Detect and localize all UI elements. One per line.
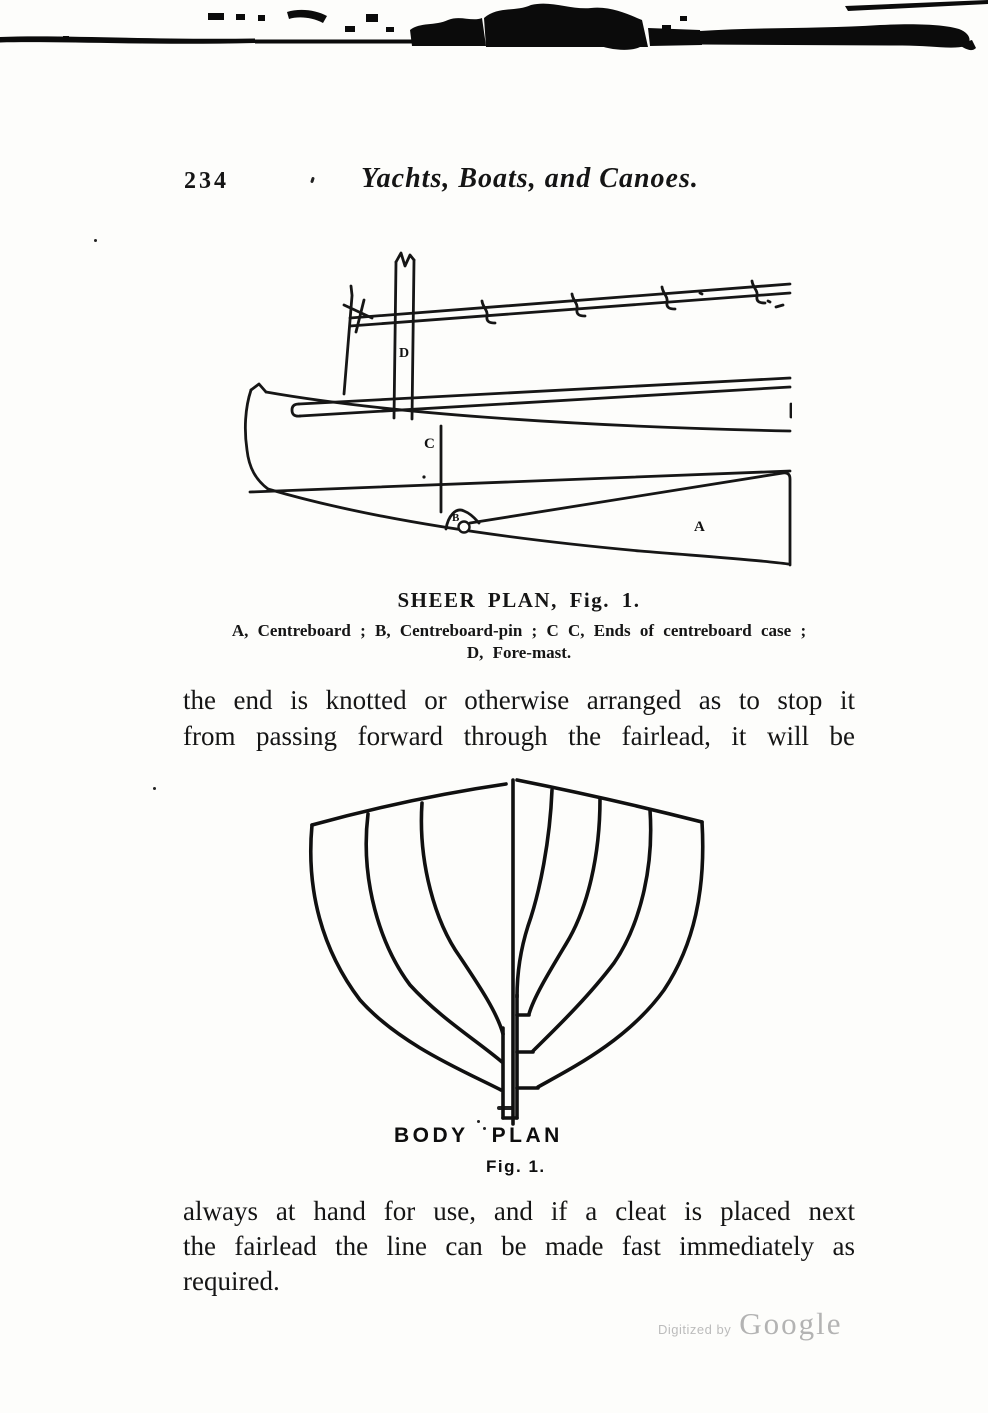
body-plan-caption: BODY PLAN: [394, 1124, 563, 1147]
google-logo: Google: [739, 1306, 843, 1341]
label-centreboard: A: [694, 519, 705, 535]
paragraph-2-line-3: required.: [183, 1266, 280, 1296]
body-plan-figure: [300, 772, 720, 1132]
paragraph-1-line-2: from passing forward through the fairlead, it will be: [183, 721, 855, 751]
paragraph-2-line-1: always at hand for use, and if a cleat is placed next: [183, 1196, 855, 1226]
body-plan-fig-label: Fig. 1.: [486, 1157, 546, 1176]
digitized-watermark: [658, 1306, 888, 1342]
sheer-plan-figure: [240, 250, 792, 572]
sheer-plan-caption: SHEER PLAN, Fig. 1.: [397, 588, 641, 612]
paragraph-2: [183, 1194, 855, 1299]
label-case-end: C: [424, 436, 435, 452]
watermark-prefix: Digitized by: [658, 1322, 732, 1337]
page-title: Yachts, Boats, and Canoes.: [361, 163, 699, 194]
paragraph-1: [183, 682, 855, 754]
scan-speck: [94, 239, 97, 242]
label-fore-mast: D: [399, 346, 410, 361]
scan-speck: [153, 787, 156, 790]
legend-line-1: A, Centreboard ; B, Centreboard-pin ; C C, Ends of centreboard case ;: [231, 621, 807, 640]
scan-artifact-top-band: [0, 0, 988, 62]
sheer-plan-legend: [135, 620, 903, 664]
page-number: 234: [184, 168, 229, 194]
label-centreboard-pin: B: [452, 512, 460, 524]
paragraph-2-line-2: the fairlead the line can be made fast immediately as: [183, 1231, 855, 1261]
legend-line-2: D, Fore-mast.: [466, 643, 572, 662]
paragraph-1-line-1: the end is knotted or otherwise arranged as to stop it: [183, 685, 855, 715]
